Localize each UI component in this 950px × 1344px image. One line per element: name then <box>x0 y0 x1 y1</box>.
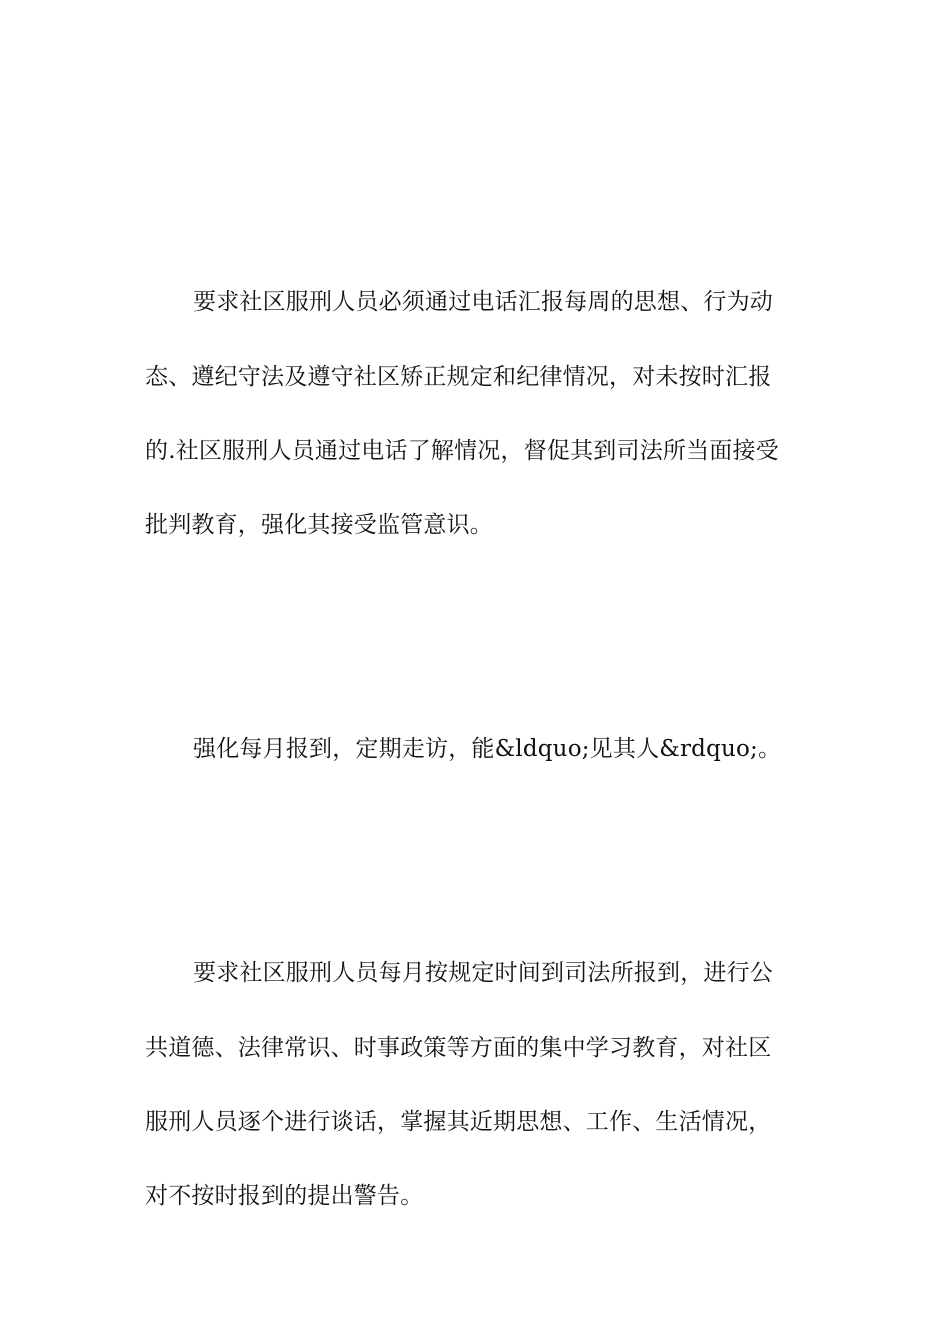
paragraph-line: 强化每月报到，定期走访，能&ldquo;见其人&rdquo;。 <box>193 736 782 762</box>
paragraph-line: 态、遵纪守法及遵守社区矫正规定和纪律情况，对未按时汇报 <box>145 364 772 390</box>
paragraph-line: 服刑人员逐个进行谈话，掌握其近期思想、工作、生活情况， <box>145 1109 772 1135</box>
paragraph-line: 要求社区服刑人员每月按规定时间到司法所报到，进行公 <box>193 960 773 986</box>
paragraph-line: 批判教育，强化其接受监管意识。 <box>145 512 493 538</box>
paragraph-line: 对不按时报到的提出警告。 <box>145 1183 424 1209</box>
paragraph-line: 要求社区服刑人员必须通过电话汇报每周的思想、行为动 <box>193 289 773 315</box>
paragraph-line: 共道德、法律常识、时事政策等方面的集中学习教育，对社区 <box>145 1035 772 1061</box>
paragraph-line: 的.社区服刑人员通过电话了解情况，督促其到司法所当面接受 <box>145 438 779 464</box>
